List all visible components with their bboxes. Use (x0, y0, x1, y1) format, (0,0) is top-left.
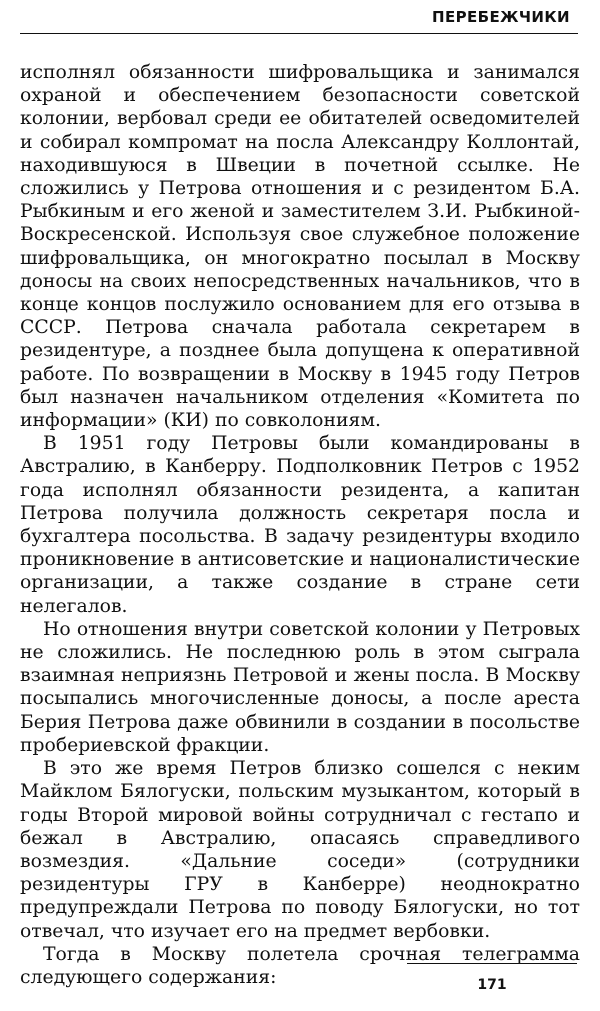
paragraph: В 1951 году Петровы были командированы в Австралию, в Канберру. Подполковник Петров с 1952 года исполнял обязанности резидента, а капитан Петрова получила должность секретаря посла и бухгалтера посольства. В задачу резидентуры входило проникновение в антисоветские и националистические организации, а также создание в стране сети нелегалов. (20, 433, 580, 617)
paragraph: Но отношения внутри советской колонии у Петровых не сложились. Не последнюю роль в этом сыграла взаимная неприязнь Петровой и жены посла. В Москву посыпались многочисленные доносы, а после ареста Берия Петрова даже обвинили в создании в посольстве пробериевской фракции. (20, 618, 580, 756)
footer-rule (407, 963, 577, 964)
paragraph: Тогда в Москву полетела срочная телеграмма следующего содержания: (20, 943, 580, 988)
page-header (20, 8, 578, 34)
paragraph: исполнял обязанности шифровальщика и занимался охраной и обеспечением безопасности советской колонии, вербовал среди ее обитателей осведомителей и собирал компромат на посла Александру Коллонтай, находившуюся в Швеции в почетной ссылке. Не сложились у Петрова отношения и с резидентом Б.А. Рыбкиным и его женой и заместителем З.И. Рыбкиной-Воскресенской. Используя свое служебное положение шифровальщика, он многократно посылал в Москву доносы на своих непосредственных начальников, что в конце концов послужило основанием для его отзыва в СССР. Петрова сначала работала секретарем в резидентуре, а позднее была допущена к оперативной работе. По возвращении в Москву в 1945 году Петров был назначен начальником отделения «Комитета по информации» (КИ) по совколониям. (20, 62, 580, 432)
paragraph: В это же время Петров близко сошелся с неким Майклом Бялогуски, польским музыкантом, который в годы Второй мировой войны сотрудничал с гестапо и бежал в Австралию, опасаясь справедливого возмездия. «Дальние соседи» (сотрудники резидентуры ГРУ в Канберре) неоднократно предупреждали Петрова по поводу Бялогуски, но тот отвечал, что изучает его на предмет вербовки. (20, 758, 580, 942)
running-title: ПЕРЕБЕЖЧИКИ (432, 8, 570, 26)
header-rule (20, 33, 578, 34)
page-number: 171 (477, 977, 507, 993)
text-column (20, 61, 580, 989)
page-footer (407, 963, 577, 993)
